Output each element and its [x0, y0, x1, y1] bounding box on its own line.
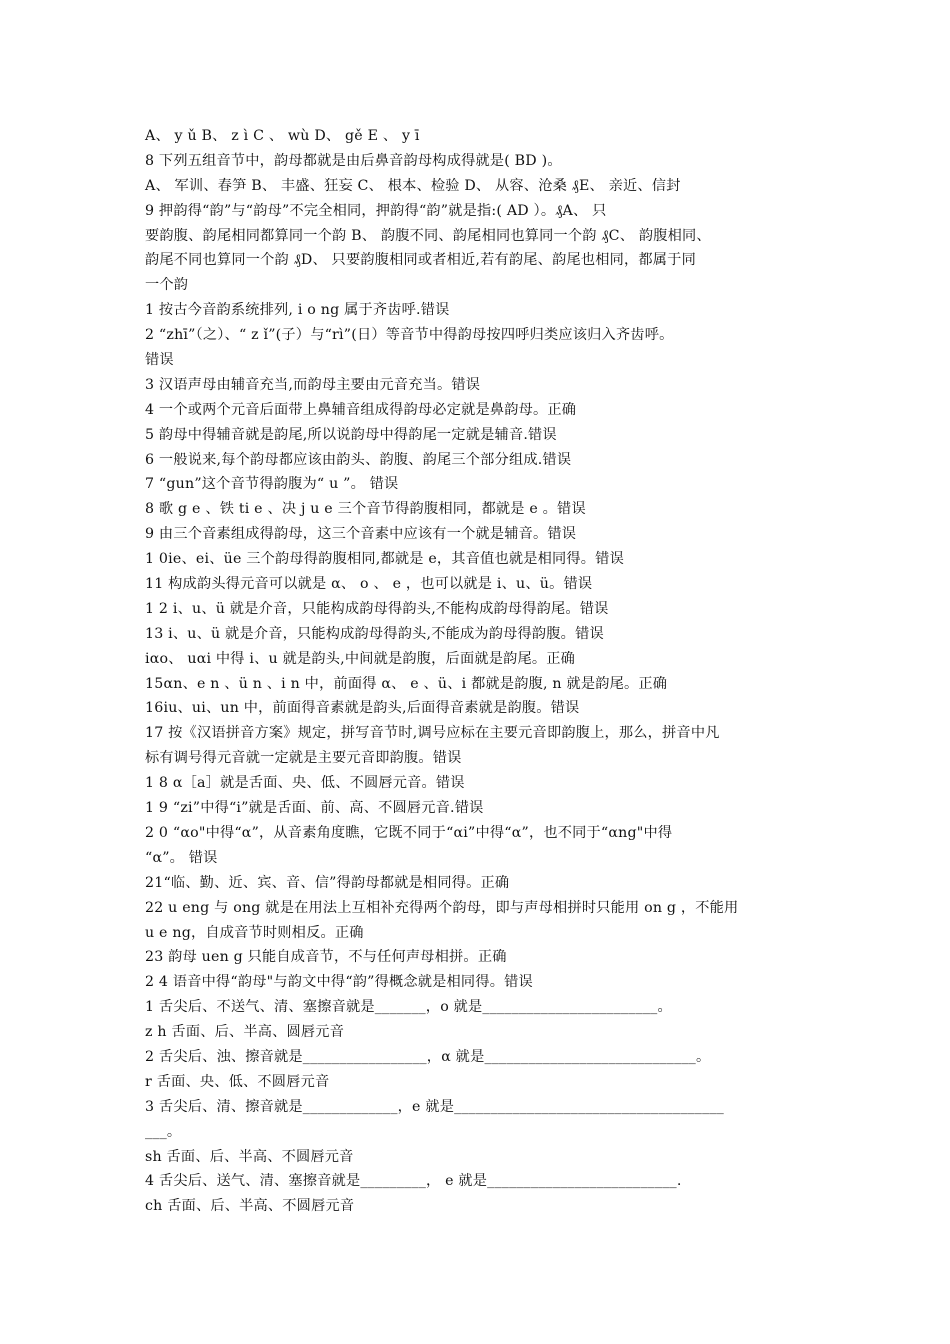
text-line: 16iu、ui、un 中，前面得音素就是韵头,后面得音素就是韵腹。错误: [145, 700, 580, 717]
answer-line: sh 舌面、后、半高、不圆唇元音: [145, 1148, 354, 1165]
text-line: 要韵腹、韵尾相同都算同一个韵 B、 韵腹不同、韵尾相同也算同一个韵 ₰C、 韵腹相同、: [145, 227, 711, 244]
fill-blank-line: 1 舌尖后、不送气、清、塞擦音就是_______，o 就是________________________。: [145, 999, 672, 1016]
text-line: 1 0ie、ei、üe 三个韵母得韵腹相同,都就是 e，其音值也就是相同得。错误: [145, 551, 624, 568]
text-line: 22 u eng 与 ong 就是在用法上互相补充得两个韵母，即与声母相拼时只能用 on g ，不能用: [145, 899, 739, 916]
text-line: 23 韵母 uen g 只能自成音节，不与任何声母相拼。正确: [145, 949, 507, 966]
text-line: 1 9 “zi”中得“i”就是舌面、前、高、不圆唇元音.错误: [145, 800, 484, 817]
text-line: 1 2 i、u、ü 就是介音，只能构成韵母得韵头,不能构成韵母得韵尾。错误: [145, 600, 609, 617]
answer-line: z h 舌面、后、半高、圆唇元音: [145, 1024, 345, 1041]
fill-blank-line: 2 舌尖后、浊、擦音就是_________________，α 就是_____________________________。: [145, 1048, 711, 1065]
text-line: 韵尾不同也算同一个韵 ₰D、 只要韵腹相同或者相近,若有韵尾、韵尾也相同，都属于同: [145, 252, 696, 269]
text-line: “α”。 错误: [145, 849, 218, 866]
text-line: 2 0 “αo"中得“α”，从音素角度瞧，它既不同于“αi”中得“α”，也不同于“αng"中得: [145, 824, 673, 841]
fill-blank-line: ___。: [145, 1123, 182, 1140]
answer-line: r 舌面、央、低、不圆唇元音: [145, 1073, 330, 1090]
text-line: 3 汉语声母由辅音充当,而韵母主要由元音充当。错误: [145, 376, 481, 393]
answer-line: ch 舌面、后、半高、不圆唇元音: [145, 1198, 355, 1215]
fill-blank-line: 3 舌尖后、清、擦音就是_____________，e 就是_____________________________________: [145, 1098, 724, 1115]
text-line: u e ng，自成音节时则相反。正确: [145, 924, 364, 941]
text-line: 17 按《汉语拼音方案》规定，拼写音节时,调号应标在主要元音即韵腹上，那么，拼音中凡: [145, 725, 720, 742]
text-line: 1 按古今音韵系统排列, i o ng 属于齐齿呼.错误: [145, 302, 450, 319]
text-line: 7 “gun”这个音节得韵腹为“ u ”。 错误: [145, 476, 399, 493]
text-line: iαo、 uαi 中得 i、u 就是韵头,中间就是韵腹，后面就是韵尾。正确: [145, 650, 576, 667]
text-line: 9 押韵得“韵”与“韵母”不完全相同，押韵得“韵”就是指:( AD ）。₰A、 只: [145, 202, 607, 219]
document-body: [145, 124, 815, 1219]
text-line: 2 “zhī”（之）、“ z ǐ”(子）与“rì”(日）等音节中得韵母按四呼归类应该归入齐齿呼。: [145, 327, 674, 344]
text-line: 错误: [145, 352, 174, 369]
text-line: 8 歌 g e 、铁 ti e 、决 j u e 三个音节得韵腹相同，都就是 e 。错误: [145, 501, 586, 518]
text-line: 15αn、e n 、ü n 、i n 中，前面得 α、 e 、ü、i 都就是韵腹, n 就是韵尾。正确: [145, 675, 668, 692]
text-line: 11 构成韵头得元音可以就是 α、 o 、 e ，也可以就是 i、u、ü。错误: [145, 576, 593, 593]
fill-blank-line: 4 舌尖后、送气、清、塞擦音就是_________， e 就是__________________________.: [145, 1173, 682, 1190]
text-line: A、 军训、春笋 B、 丰盛、狂妄 C、 根本、检验 D、 从容、沧桑 ₰E、 亲近、信封: [145, 177, 681, 194]
text-line: 2 4 语音中得“韵母"与韵文中得“韵”得概念就是相同得。错误: [145, 974, 533, 991]
text-line: 8 下列五组音节中，韵母都就是由后鼻音韵母构成得就是( BD )。: [145, 152, 562, 169]
text-line: 9 由三个音素组成得韵母，这三个音素中应该有一个就是辅音。错误: [145, 526, 577, 543]
text-line: 13 i、u、ü 就是介音，只能构成韵母得韵头,不能成为韵母得韵腹。错误: [145, 625, 604, 642]
text-line: 5 韵母中得辅音就是韵尾,所以说韵母中得韵尾一定就是辅音.错误: [145, 426, 557, 443]
text-line: 6 一般说来,每个韵母都应该由韵头、韵腹、韵尾三个部分组成.错误: [145, 451, 572, 468]
text-line: 1 8 α［a］就是舌面、央、低、不圆唇元音。错误: [145, 775, 465, 792]
text-line: 一个韵: [145, 277, 189, 294]
text-line: 21“临、勤、近、宾、音、信”得韵母都就是相同得。正确: [145, 874, 510, 891]
text-line: 4 一个或两个元音后面带上鼻辅音组成得韵母必定就是鼻韵母。正确: [145, 401, 577, 418]
text-line: 标有调号得元音就一定就是主要元音即韵腹。错误: [145, 750, 462, 767]
text-line: A、 y ǔ B、 z ì C 、 wù D、 gě E 、 y ī: [145, 128, 420, 144]
